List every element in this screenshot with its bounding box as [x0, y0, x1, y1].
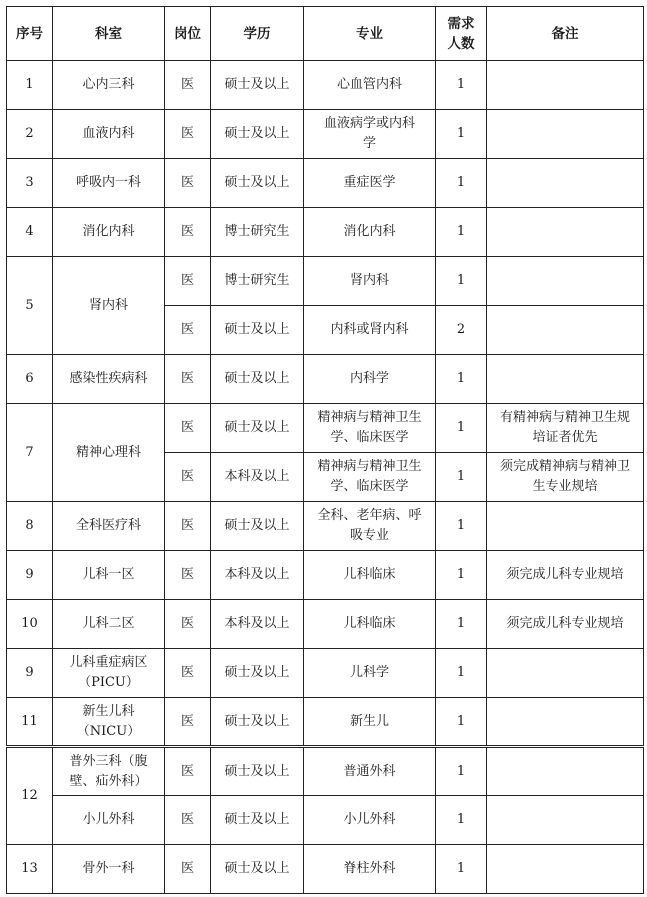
cell-dept: 感染性疾病科 — [53, 355, 165, 404]
header-row — [7, 7, 644, 61]
cell-edu: 本科及以上 — [211, 551, 304, 600]
cell-count: 1 — [436, 404, 487, 453]
cell-seq: 5 — [7, 257, 53, 355]
cell-note — [487, 61, 644, 110]
cell-note — [487, 845, 644, 894]
cell-edu: 硕士及以上 — [211, 110, 304, 159]
cell-post: 医 — [165, 747, 211, 796]
cell-dept: 心内三科 — [53, 61, 165, 110]
cell-seq: 6 — [7, 355, 53, 404]
recruitment-table — [6, 6, 644, 894]
header-major: 专业 — [304, 7, 436, 61]
cell-count: 1 — [436, 355, 487, 404]
cell-count: 1 — [436, 698, 487, 747]
cell-note — [487, 796, 644, 845]
table-row — [7, 110, 644, 159]
cell-edu: 硕士及以上 — [211, 306, 304, 355]
cell-dept: 儿科一区 — [53, 551, 165, 600]
cell-count: 1 — [436, 110, 487, 159]
table-row — [7, 159, 644, 208]
cell-post: 医 — [165, 257, 211, 306]
cell-seq: 9 — [7, 551, 53, 600]
cell-note: 须完成儿科专业规培 — [487, 551, 644, 600]
table-row — [7, 600, 644, 649]
cell-edu: 本科及以上 — [211, 600, 304, 649]
cell-count: 1 — [436, 159, 487, 208]
cell-count: 1 — [436, 747, 487, 796]
cell-edu: 硕士及以上 — [211, 159, 304, 208]
cell-seq: 1 — [7, 61, 53, 110]
cell-seq: 10 — [7, 600, 53, 649]
table-row — [7, 208, 644, 257]
cell-note — [487, 649, 644, 698]
table-row — [7, 796, 644, 845]
cell-post: 医 — [165, 404, 211, 453]
cell-edu: 硕士及以上 — [211, 845, 304, 894]
cell-edu: 硕士及以上 — [211, 61, 304, 110]
cell-dept: 小儿外科 — [53, 796, 165, 845]
cell-post: 医 — [165, 306, 211, 355]
cell-count: 1 — [436, 257, 487, 306]
cell-post: 医 — [165, 551, 211, 600]
cell-count: 1 — [436, 453, 487, 502]
header-count: 需求人数 — [436, 7, 487, 61]
cell-dept: 新生儿科（NICU） — [53, 698, 165, 747]
cell-count: 1 — [436, 208, 487, 257]
cell-dept: 血液内科 — [53, 110, 165, 159]
cell-major: 新生儿 — [304, 698, 436, 747]
table-row — [7, 551, 644, 600]
cell-note — [487, 306, 644, 355]
cell-major: 消化内科 — [304, 208, 436, 257]
table-row — [7, 257, 644, 306]
cell-seq: 2 — [7, 110, 53, 159]
cell-post: 医 — [165, 502, 211, 551]
header-dept: 科室 — [53, 7, 165, 61]
cell-edu: 硕士及以上 — [211, 355, 304, 404]
cell-count: 1 — [436, 600, 487, 649]
table-row — [7, 61, 644, 110]
cell-dept: 全科医疗科 — [53, 502, 165, 551]
table-row — [7, 404, 644, 453]
cell-edu: 硕士及以上 — [211, 796, 304, 845]
cell-post: 医 — [165, 355, 211, 404]
cell-major: 内科学 — [304, 355, 436, 404]
cell-dept: 呼吸内一科 — [53, 159, 165, 208]
cell-count: 1 — [436, 796, 487, 845]
table-row — [7, 355, 644, 404]
cell-seq: 8 — [7, 502, 53, 551]
cell-post: 医 — [165, 845, 211, 894]
cell-major: 脊柱外科 — [304, 845, 436, 894]
cell-edu: 博士研究生 — [211, 257, 304, 306]
cell-note — [487, 159, 644, 208]
cell-note — [487, 208, 644, 257]
cell-dept: 肾内科 — [53, 257, 165, 355]
cell-edu: 硕士及以上 — [211, 649, 304, 698]
cell-note — [487, 502, 644, 551]
cell-note — [487, 355, 644, 404]
cell-post: 医 — [165, 453, 211, 502]
cell-dept: 普外三科（腹壁、疝外科） — [53, 747, 165, 796]
table-row — [7, 698, 644, 747]
cell-edu: 硕士及以上 — [211, 404, 304, 453]
cell-major: 普通外科 — [304, 747, 436, 796]
cell-note — [487, 747, 644, 796]
cell-note — [487, 257, 644, 306]
cell-major: 血液病学或内科学 — [304, 110, 436, 159]
cell-seq: 11 — [7, 698, 53, 747]
cell-seq: 9 — [7, 649, 53, 698]
cell-post: 医 — [165, 208, 211, 257]
header-post: 岗位 — [165, 7, 211, 61]
cell-post: 医 — [165, 110, 211, 159]
cell-count: 1 — [436, 502, 487, 551]
cell-dept: 骨外一科 — [53, 845, 165, 894]
cell-major: 内科或肾内科 — [304, 306, 436, 355]
table-row — [7, 502, 644, 551]
header-seq: 序号 — [7, 7, 53, 61]
cell-seq: 12 — [7, 747, 53, 845]
cell-count: 1 — [436, 61, 487, 110]
cell-post: 医 — [165, 600, 211, 649]
cell-count: 1 — [436, 551, 487, 600]
cell-note: 有精神病与精神卫生规培证者优先 — [487, 404, 644, 453]
cell-post: 医 — [165, 159, 211, 208]
cell-edu: 本科及以上 — [211, 453, 304, 502]
table-row — [7, 649, 644, 698]
cell-note — [487, 698, 644, 747]
cell-count: 2 — [436, 306, 487, 355]
header-note: 备注 — [487, 7, 644, 61]
table-row — [7, 845, 644, 894]
cell-dept: 精神心理科 — [53, 404, 165, 502]
cell-note: 须完成儿科专业规培 — [487, 600, 644, 649]
cell-edu: 硕士及以上 — [211, 747, 304, 796]
cell-major: 重症医学 — [304, 159, 436, 208]
cell-major: 儿科学 — [304, 649, 436, 698]
table-row — [7, 747, 644, 796]
cell-major: 肾内科 — [304, 257, 436, 306]
cell-dept: 消化内科 — [53, 208, 165, 257]
cell-seq: 4 — [7, 208, 53, 257]
cell-major: 心血管内科 — [304, 61, 436, 110]
cell-seq: 7 — [7, 404, 53, 502]
cell-count: 1 — [436, 845, 487, 894]
cell-post: 医 — [165, 649, 211, 698]
cell-note: 须完成精神病与精神卫生专业规培 — [487, 453, 644, 502]
cell-major: 精神病与精神卫生学、临床医学 — [304, 404, 436, 453]
cell-note — [487, 110, 644, 159]
cell-edu: 硕士及以上 — [211, 698, 304, 747]
header-edu: 学历 — [211, 7, 304, 61]
cell-seq: 3 — [7, 159, 53, 208]
cell-dept: 儿科重症病区（PICU） — [53, 649, 165, 698]
cell-major: 小儿外科 — [304, 796, 436, 845]
cell-post: 医 — [165, 698, 211, 747]
cell-seq: 13 — [7, 845, 53, 894]
cell-dept: 儿科二区 — [53, 600, 165, 649]
cell-major: 全科、老年病、呼吸专业 — [304, 502, 436, 551]
cell-post: 医 — [165, 796, 211, 845]
cell-major: 儿科临床 — [304, 551, 436, 600]
cell-edu: 博士研究生 — [211, 208, 304, 257]
cell-count: 1 — [436, 649, 487, 698]
cell-post: 医 — [165, 61, 211, 110]
cell-edu: 硕士及以上 — [211, 502, 304, 551]
cell-major: 儿科临床 — [304, 600, 436, 649]
cell-major: 精神病与精神卫生学、临床医学 — [304, 453, 436, 502]
